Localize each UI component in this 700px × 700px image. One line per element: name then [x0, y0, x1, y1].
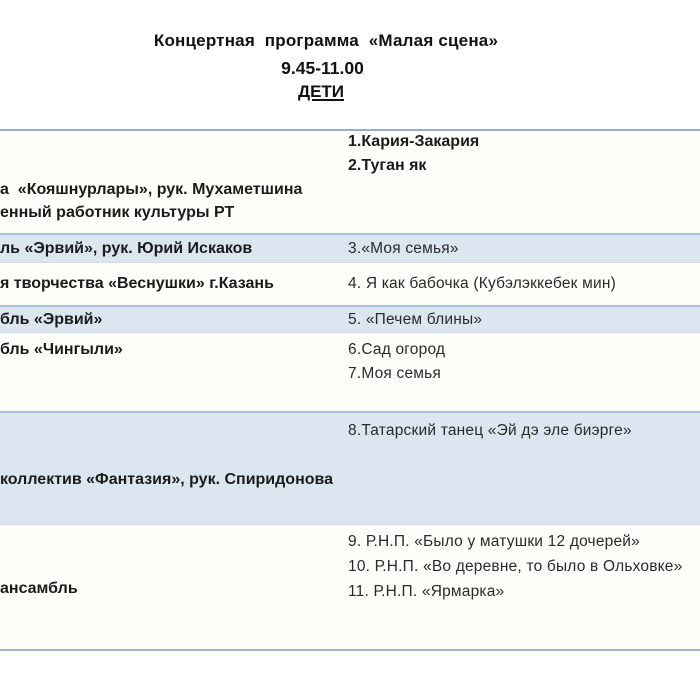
repertoire-cell — [348, 307, 698, 332]
performer-cell — [0, 129, 340, 233]
repertoire-item: 7.Моя семья — [348, 365, 442, 382]
performer-cell — [0, 333, 340, 411]
performer-line: я творчества «Веснушки» г.Казань — [0, 275, 274, 292]
performer-cell — [0, 263, 340, 305]
performer-cell — [0, 235, 340, 262]
repertoire-cell — [348, 413, 698, 524]
repertoire-item: 6.Сад огород — [348, 341, 446, 358]
table-row — [0, 411, 700, 525]
repertoire-item: 10. Р.Н.П. «Во деревне, то было в Ольховке» — [348, 558, 683, 575]
repertoire-cell — [348, 129, 698, 233]
repertoire-item: 8.Татарский танец «Эй дэ эле биэрге» — [348, 422, 632, 439]
repertoire-item: 11. Р.Н.П. «Ярмарка» — [348, 583, 505, 600]
performer-cell — [0, 307, 340, 332]
table-row — [0, 129, 700, 233]
table-top-border — [0, 129, 700, 131]
performer-line: ансамбль — [0, 580, 78, 597]
performer-line: бль «Чингыли» — [0, 341, 123, 358]
performer-line: коллектив «Фантазия», рук. Спиридонова — [0, 471, 334, 488]
repertoire-item: 2.Туган як — [348, 157, 427, 174]
performer-cell — [0, 525, 340, 650]
repertoire-cell — [348, 235, 698, 262]
repertoire-cell — [348, 525, 698, 650]
table-row — [0, 333, 700, 411]
repertoire-cell — [348, 333, 698, 411]
table-row — [0, 525, 700, 650]
repertoire-item: 4. Я как бабочка (Кубэлэккебек мин) — [348, 275, 616, 292]
repertoire-item: 9. Р.Н.П. «Было у матушки 12 дочерей» — [348, 533, 640, 550]
repertoire-item: 1.Кария-Закария — [348, 133, 480, 150]
performer-line: бль «Эрвий» — [0, 311, 103, 328]
performer-line: а «Кояшнурлары», рук. Мухаметшина — [0, 181, 303, 198]
page-title: Концертная программа «Малая сцена» — [153, 31, 499, 50]
program-time: 9.45-11.00 — [281, 58, 364, 78]
repertoire-cell — [348, 263, 698, 305]
table-bottom-border — [0, 649, 700, 651]
table-row — [0, 233, 700, 263]
repertoire-item: 5. «Печем блины» — [348, 311, 483, 328]
performer-line: ль «Эрвий», рук. Юрий Искаков — [0, 240, 253, 257]
table-row — [0, 263, 700, 305]
table-row — [0, 305, 700, 333]
performer-cell — [0, 413, 340, 524]
audience-label: ДЕТИ — [297, 82, 345, 101]
repertoire-item: 3.«Моя семья» — [348, 240, 459, 257]
performer-line: енный работник культуры РТ — [0, 204, 235, 221]
